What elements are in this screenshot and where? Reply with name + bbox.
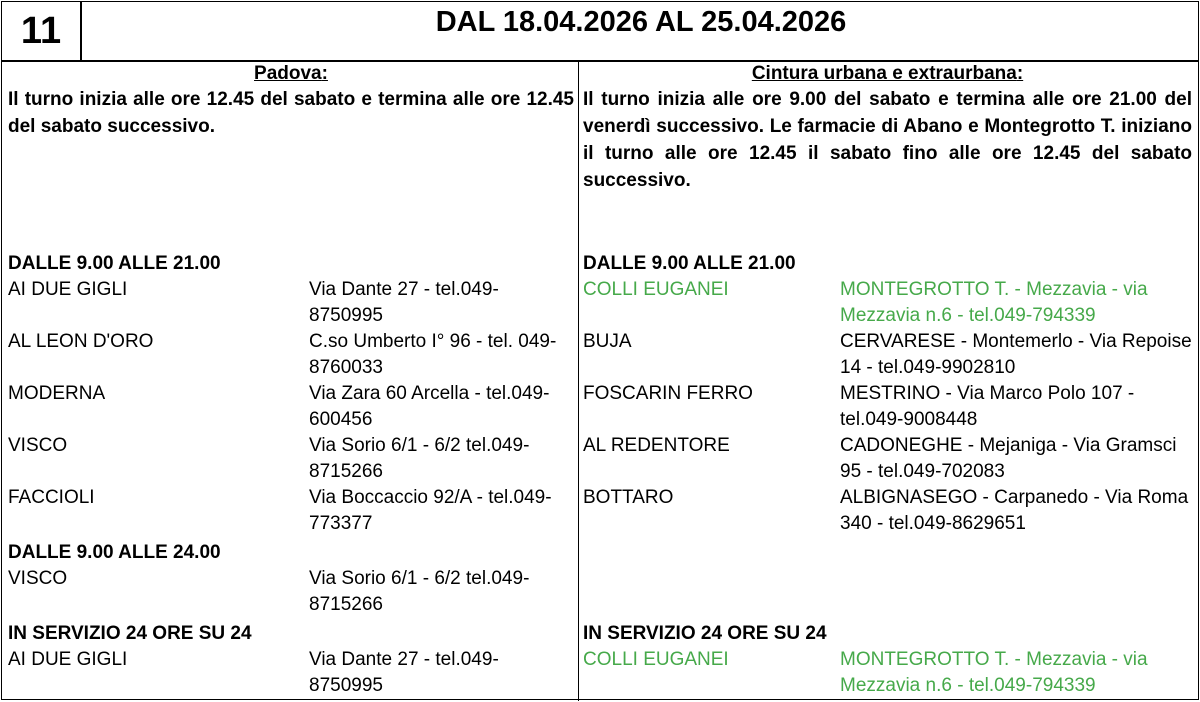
pharmacy-address: Via Sorio 6/1 - 6/2 tel.049-8715266 [309,435,530,482]
pharmacy-address: MONTEGROTTO T. - Mezzavia - via Mezzavia n.6 - tel.049-794339 [840,279,1148,326]
pharmacy-address: Via Dante 27 - tel.049-8750995 [309,279,499,326]
section-heading: DALLE 9.00 ALLE 21.00 [583,253,796,274]
pharmacy-name: AL LEON D'ORO [8,331,154,352]
pharmacy-address: C.so Umberto I° 96 - tel. 049-8760033 [309,331,557,378]
pharmacy-name: FACCIOLI [8,487,95,508]
section-heading: DALLE 9.00 ALLE 24.00 [8,542,221,563]
pharmacy-name: COLLI EUGANEI [583,649,729,670]
pharmacy-name: FOSCARIN FERRO [583,383,753,404]
pharmacy-name: VISCO [8,568,68,589]
section-heading: IN SERVIZIO 24 ORE SU 24 [8,623,252,644]
date-range-title: DAL 18.04.2026 AL 25.04.2026 [435,6,847,38]
pharmacy-name: VISCO [8,435,68,456]
pharmacy-name: AI DUE GIGLI [8,649,128,670]
cintura-title: Cintura urbana e extraurbana: [751,63,1024,84]
pharmacy-address: MONTEGROTTO T. - Mezzavia - via Mezzavia n.6 - tel.049-794339 [840,649,1148,696]
pharmacy-name: COLLI EUGANEI [583,279,729,300]
pharmacy-name: BOTTARO [583,487,674,508]
padova-column [8,62,574,696]
pharmacy-schedule-sheet [1,1,1199,700]
section-heading: IN SERVIZIO 24 ORE SU 24 [583,623,827,644]
column-divider [578,60,579,701]
pharmacy-name: AI DUE GIGLI [8,279,128,300]
pharmacy-address: Via Dante 27 - tel.049-8750995 [309,649,499,696]
pharmacy-name: BUJA [583,331,632,352]
pharmacy-address: CERVARESE - Montemerlo - Via Repoise 14 - tel.049-9902810 [840,331,1192,378]
pharmacy-address: Via Zara 60 Arcella - tel.049-600456 [309,383,550,430]
pharmacy-name: MODERNA [8,383,106,404]
header-bar [2,2,1198,62]
pharmacy-address: CADONEGHE - Mejaniga - Via Gramsci 95 - tel.049-702083 [840,435,1177,482]
pharmacy-address: Via Sorio 6/1 - 6/2 tel.049-8715266 [309,568,530,615]
week-number: 11 [2,2,82,60]
pharmacy-address: Via Boccaccio 92/A - tel.049-773377 [309,487,552,534]
pharmacy-address: ALBIGNASEGO - Carpanedo - Via Roma 340 - tel.049-8629651 [840,487,1189,534]
cintura-intro: Il turno inizia alle ore 9.00 del sabato e termina alle ore 21.00 del venerdì successivo. Le farmacie di Abano e Montegrotto T. iniziano il turno alle ore 12.45 il sabato fino alle ore 12.45 del sabato successivo. [583,89,1192,191]
pharmacy-name: AL REDENTORE [583,435,730,456]
pharmacy-address: MESTRINO - Via Marco Polo 107 - tel.049-9008448 [840,383,1135,430]
section-heading: DALLE 9.00 ALLE 21.00 [8,253,221,274]
padova-intro: Il turno inizia alle ore 12.45 del sabato e termina alle ore 12.45 del sabato successivo. [8,89,574,137]
padova-title: Padova: [254,63,328,84]
cintura-column [583,62,1192,696]
